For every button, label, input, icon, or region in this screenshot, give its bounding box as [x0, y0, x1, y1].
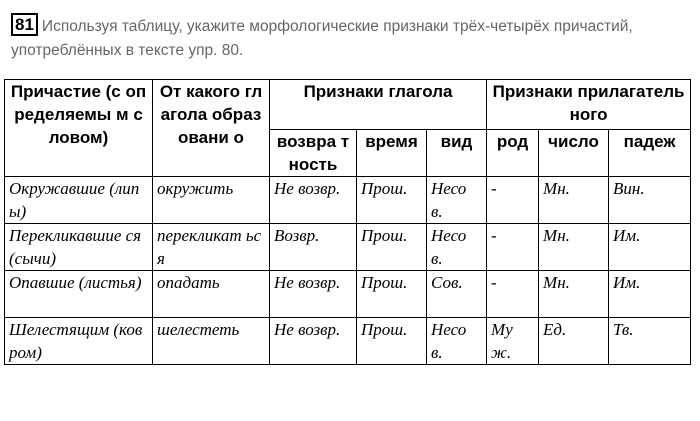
cell-gender: -: [487, 271, 539, 318]
header-case: падеж: [609, 130, 691, 177]
cell-tense: Прош.: [357, 271, 427, 318]
cell-number: Ед.: [539, 318, 609, 365]
cell-verb-origin: шелестеть: [153, 318, 270, 365]
cell-verb-origin: перекликат ься: [153, 224, 270, 271]
header-verb-features: Признаки глагола: [270, 80, 487, 130]
cell-tense: Прош.: [357, 318, 427, 365]
cell-verb-origin: окружить: [153, 177, 270, 224]
cell-tense: Прош.: [357, 224, 427, 271]
cell-aspect: Сов.: [427, 271, 487, 318]
cell-gender: -: [487, 224, 539, 271]
header-reflexive: возвра тность: [270, 130, 357, 177]
cell-verb-origin: опадать: [153, 271, 270, 318]
cell-reflexive: Не возвр.: [270, 177, 357, 224]
table-row: [5, 177, 691, 224]
exercise-number: 81: [11, 13, 38, 36]
cell-gender: -: [487, 177, 539, 224]
header-aspect: вид: [427, 130, 487, 177]
cell-case: Им.: [609, 271, 691, 318]
header-tense: время: [357, 130, 427, 177]
table-row: [5, 224, 691, 271]
cell-participle: Перекликавшие ся (сычи): [5, 224, 153, 271]
cell-gender: Му ж.: [487, 318, 539, 365]
cell-aspect: Несо в.: [427, 318, 487, 365]
cell-case: Им.: [609, 224, 691, 271]
cell-participle: Окружавшие (липы): [5, 177, 153, 224]
cell-participle: Шелестящим (ковром): [5, 318, 153, 365]
header-number: число: [539, 130, 609, 177]
cell-aspect: Несо в.: [427, 177, 487, 224]
cell-case: Тв.: [609, 318, 691, 365]
cell-participle: Опавшие (листья): [5, 271, 153, 318]
cell-reflexive: Не возвр.: [270, 318, 357, 365]
header-adj-features: Признаки прилагательного: [487, 80, 691, 130]
header-verb-origin: От какого глагола образовани о: [153, 80, 270, 177]
cell-reflexive: Не возвр.: [270, 271, 357, 318]
header-participle: Причастие (с определяемы м словом): [5, 80, 153, 177]
exercise-task: [11, 13, 691, 63]
cell-aspect: Несо в.: [427, 224, 487, 271]
header-gender: род: [487, 130, 539, 177]
cell-number: Мн.: [539, 271, 609, 318]
cell-tense: Прош.: [357, 177, 427, 224]
table-row: [5, 318, 691, 365]
cell-case: Вин.: [609, 177, 691, 224]
cell-number: Мн.: [539, 224, 609, 271]
cell-number: Мн.: [539, 177, 609, 224]
table-row: [5, 271, 691, 318]
cell-reflexive: Возвр.: [270, 224, 357, 271]
morphology-table: [4, 79, 691, 365]
exercise-instruction: Используя таблицу, укажите морфологические признаки трёх-четырёх причастий, употреблённых в тексте упр. 80.: [11, 18, 633, 59]
